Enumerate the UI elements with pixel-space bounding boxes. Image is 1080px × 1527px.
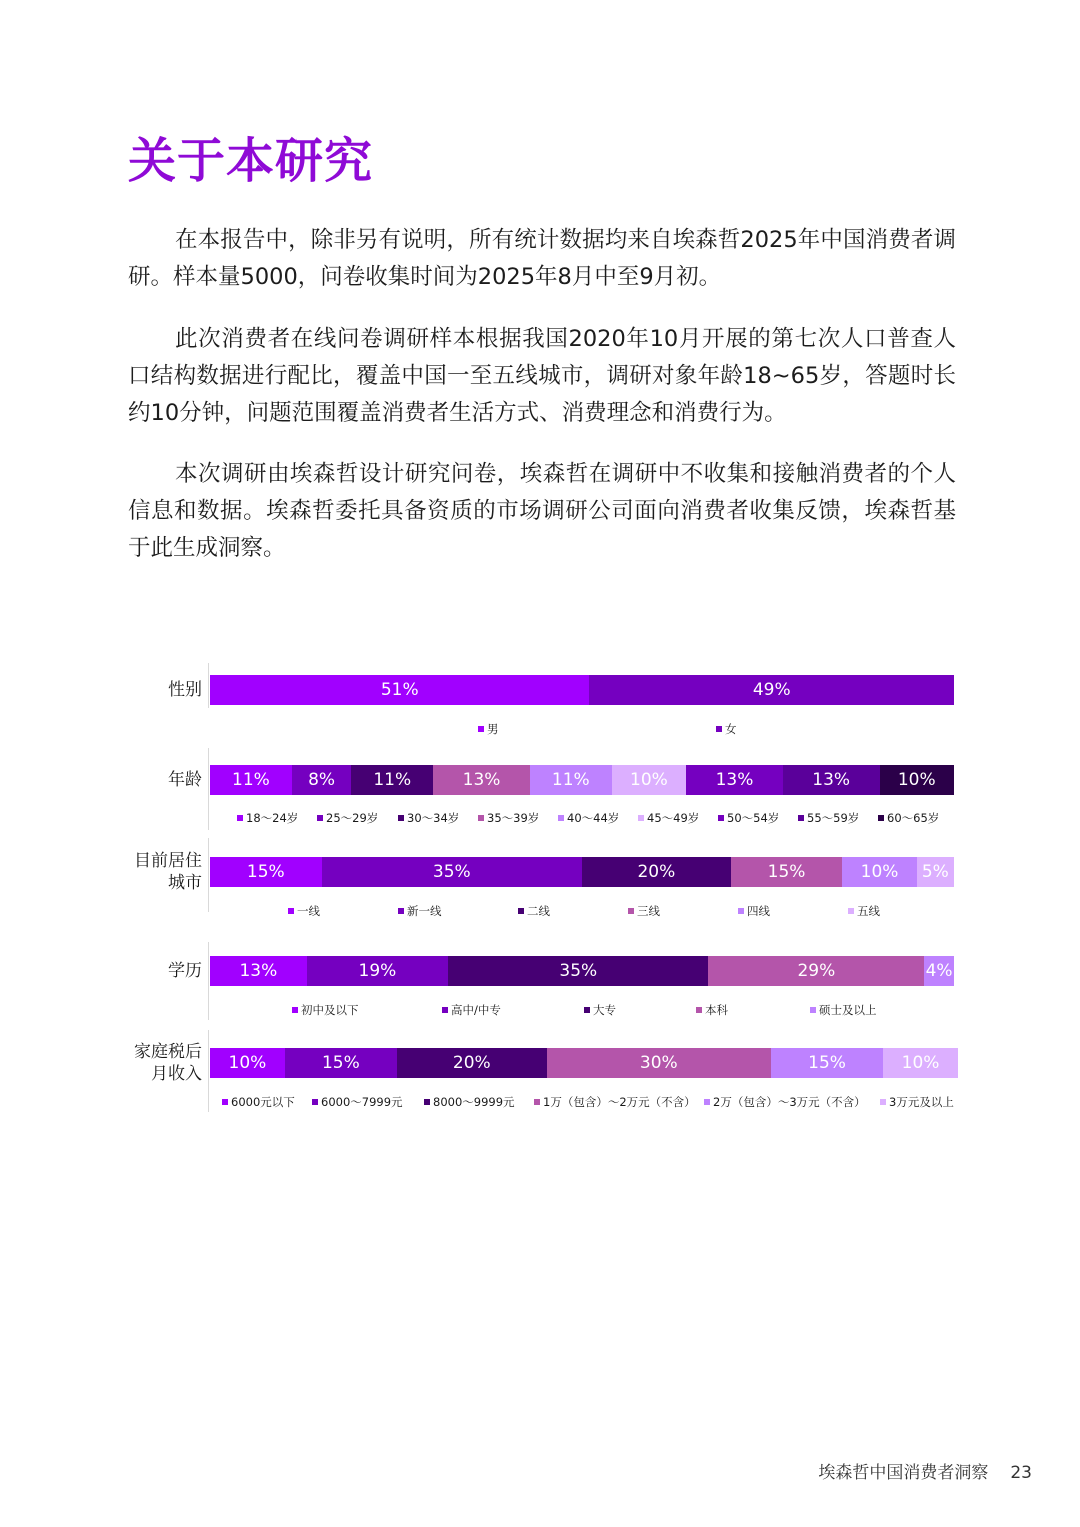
chart-row-divider bbox=[208, 663, 209, 708]
legend-label: 30～34岁 bbox=[407, 811, 460, 825]
bar-segment: 15% bbox=[731, 857, 843, 887]
legend-swatch bbox=[696, 1007, 702, 1013]
legend-item bbox=[628, 903, 660, 919]
legend-label: 45～49岁 bbox=[647, 811, 700, 825]
legend-label: 女 bbox=[725, 722, 737, 736]
bar-segment: 15% bbox=[210, 857, 322, 887]
bar-segment: 5% bbox=[917, 857, 954, 887]
legend-swatch bbox=[288, 908, 294, 914]
legend-swatch bbox=[442, 1007, 448, 1013]
bar-segment: 13% bbox=[433, 765, 530, 795]
chart-row-3-bar bbox=[210, 857, 954, 887]
legend-item bbox=[638, 810, 699, 826]
chart-row-4-label: 学历 bbox=[168, 961, 202, 981]
legend-item bbox=[292, 1002, 359, 1018]
legend-label: 3万元及以上 bbox=[889, 1095, 954, 1109]
chart-row-3-legend bbox=[210, 903, 954, 919]
legend-item bbox=[237, 810, 298, 826]
legend-label: 硕士及以上 bbox=[819, 1003, 877, 1017]
legend-label: 25～29岁 bbox=[326, 811, 379, 825]
chart-row-2-legend bbox=[210, 810, 954, 826]
legend-item bbox=[880, 1094, 954, 1110]
legend-label: 三线 bbox=[637, 904, 660, 918]
legend-item bbox=[222, 1094, 295, 1110]
bar-segment: 10% bbox=[883, 1048, 958, 1078]
chart-row-divider bbox=[208, 838, 209, 912]
bar-segment: 29% bbox=[708, 956, 924, 986]
legend-label: 四线 bbox=[747, 904, 770, 918]
legend-swatch bbox=[848, 908, 854, 914]
page-title: 关于本研究 bbox=[128, 133, 374, 189]
legend-swatch bbox=[518, 908, 524, 914]
legend-item bbox=[718, 810, 779, 826]
chart-row-divider bbox=[208, 942, 209, 1020]
legend-swatch bbox=[558, 815, 564, 821]
legend-label: 50～54岁 bbox=[727, 811, 780, 825]
legend-item bbox=[478, 810, 539, 826]
bar-segment: 15% bbox=[285, 1048, 397, 1078]
legend-swatch bbox=[798, 815, 804, 821]
legend-swatch bbox=[628, 908, 634, 914]
bar-segment: 10% bbox=[210, 1048, 285, 1078]
intro-paragraph-1: 在本报告中，除非另有说明，所有统计数据均来自埃森哲2025年中国消费者调研。样本量5000，问卷收集时间为2025年8月中至9月初。 bbox=[128, 227, 956, 290]
legend-label: 60～65岁 bbox=[887, 811, 940, 825]
legend-item bbox=[848, 903, 880, 919]
bar-segment: 13% bbox=[210, 956, 307, 986]
legend-label: 6000元以下 bbox=[231, 1095, 295, 1109]
legend-swatch bbox=[584, 1007, 590, 1013]
legend-label: 高中/中专 bbox=[451, 1003, 501, 1017]
legend-swatch bbox=[716, 726, 722, 732]
legend-swatch bbox=[704, 1099, 710, 1105]
chart-row-4-legend bbox=[210, 1002, 954, 1018]
bar-segment: 35% bbox=[448, 956, 708, 986]
bar-segment: 20% bbox=[397, 1048, 547, 1078]
legend-label: 40～44岁 bbox=[567, 811, 620, 825]
legend-swatch bbox=[718, 815, 724, 821]
chart-row-divider bbox=[208, 748, 209, 830]
legend-label: 8000～9999元 bbox=[433, 1095, 515, 1109]
bar-segment: 30% bbox=[547, 1048, 771, 1078]
chart-row-3-label: 目前居住 城市 bbox=[134, 851, 202, 893]
chart-row-1-bar bbox=[210, 675, 954, 705]
legend-item bbox=[798, 810, 859, 826]
legend-item bbox=[424, 1094, 515, 1110]
legend-item bbox=[312, 1094, 403, 1110]
bar-segment: 11% bbox=[210, 765, 292, 795]
legend-label: 大专 bbox=[593, 1003, 616, 1017]
bar-segment: 8% bbox=[292, 765, 352, 795]
legend-label: 6000～7999元 bbox=[321, 1095, 403, 1109]
bar-segment: 19% bbox=[307, 956, 448, 986]
legend-item bbox=[534, 1094, 696, 1110]
legend-swatch bbox=[424, 1099, 430, 1105]
chart-row-4-bar bbox=[210, 956, 954, 986]
bar-segment: 15% bbox=[771, 1048, 883, 1078]
legend-item bbox=[558, 810, 619, 826]
page-number: 23 bbox=[1010, 1463, 1032, 1483]
bar-segment: 10% bbox=[612, 765, 686, 795]
legend-item bbox=[317, 810, 378, 826]
legend-label: 初中及以下 bbox=[301, 1003, 359, 1017]
legend-swatch bbox=[292, 1007, 298, 1013]
legend-item bbox=[878, 810, 939, 826]
legend-swatch bbox=[222, 1099, 228, 1105]
legend-label: 二线 bbox=[527, 904, 550, 918]
bar-segment: 51% bbox=[210, 675, 589, 705]
bar-segment: 20% bbox=[582, 857, 731, 887]
legend-swatch bbox=[534, 1099, 540, 1105]
legend-item bbox=[584, 1002, 616, 1018]
legend-item bbox=[288, 903, 320, 919]
bar-segment: 35% bbox=[322, 857, 582, 887]
legend-swatch bbox=[880, 1099, 886, 1105]
legend-item bbox=[398, 810, 459, 826]
legend-swatch bbox=[478, 726, 484, 732]
legend-swatch bbox=[237, 815, 243, 821]
legend-swatch bbox=[398, 908, 404, 914]
legend-item bbox=[738, 903, 770, 919]
chart-row-5-label: 家庭税后 月收入 bbox=[134, 1042, 202, 1084]
legend-swatch bbox=[317, 815, 323, 821]
legend-item bbox=[398, 903, 442, 919]
legend-swatch bbox=[312, 1099, 318, 1105]
legend-swatch bbox=[810, 1007, 816, 1013]
legend-item bbox=[704, 1094, 866, 1110]
legend-swatch bbox=[478, 815, 484, 821]
bar-segment: 13% bbox=[686, 765, 783, 795]
legend-swatch bbox=[398, 815, 404, 821]
page-footer bbox=[818, 1458, 1032, 1483]
legend-item bbox=[696, 1002, 728, 1018]
legend-label: 一线 bbox=[297, 904, 320, 918]
legend-label: 五线 bbox=[857, 904, 880, 918]
legend-label: 18～24岁 bbox=[246, 811, 299, 825]
chart-row-2-label: 年龄 bbox=[168, 770, 202, 790]
bar-segment: 10% bbox=[880, 765, 954, 795]
chart-row-1-label: 性别 bbox=[168, 680, 202, 700]
chart-row-5-legend bbox=[210, 1094, 958, 1110]
legend-swatch bbox=[738, 908, 744, 914]
intro-paragraph-2: 此次消费者在线问卷调研样本根据我国2020年10月开展的第七次人口普查人口结构数据进行配比，覆盖中国一至五线城市，调研对象年龄18~65岁，答题时长约10分钟，问题范围覆盖消费者生活方式、消费理念和消费行为。 bbox=[128, 326, 956, 426]
legend-item bbox=[518, 903, 550, 919]
legend-label: 1万（包含）～2万元（不含） bbox=[543, 1095, 696, 1109]
bar-segment: 49% bbox=[589, 675, 954, 705]
chart-row-5-bar bbox=[210, 1048, 958, 1078]
legend-label: 35～39岁 bbox=[487, 811, 540, 825]
legend-swatch bbox=[878, 815, 884, 821]
legend-item bbox=[716, 721, 737, 737]
intro-paragraph-3: 本次调研由埃森哲设计研究问卷，埃森哲在调研中不收集和接触消费者的个人信息和数据。埃森哲委托具备资质的市场调研公司面向消费者收集反馈，埃森哲基于此生成洞察。 bbox=[128, 461, 956, 561]
chart-row-2-bar bbox=[210, 765, 954, 795]
bar-segment: 11% bbox=[351, 765, 433, 795]
legend-swatch bbox=[638, 815, 644, 821]
legend-label: 2万（包含）～3万元（不含） bbox=[713, 1095, 866, 1109]
bar-segment: 13% bbox=[783, 765, 880, 795]
chart-row-divider bbox=[208, 1030, 209, 1112]
bar-segment: 11% bbox=[530, 765, 612, 795]
legend-label: 本科 bbox=[705, 1003, 728, 1017]
bar-segment: 4% bbox=[924, 956, 954, 986]
legend-label: 新一线 bbox=[407, 904, 442, 918]
legend-label: 男 bbox=[487, 722, 499, 736]
legend-item bbox=[442, 1002, 501, 1018]
footer-publication: 埃森哲中国消费者洞察 bbox=[818, 1463, 989, 1483]
chart-row-1-legend bbox=[210, 721, 954, 737]
bar-segment: 10% bbox=[842, 857, 916, 887]
legend-label: 55～59岁 bbox=[807, 811, 860, 825]
legend-item bbox=[810, 1002, 877, 1018]
legend-item bbox=[478, 721, 499, 737]
